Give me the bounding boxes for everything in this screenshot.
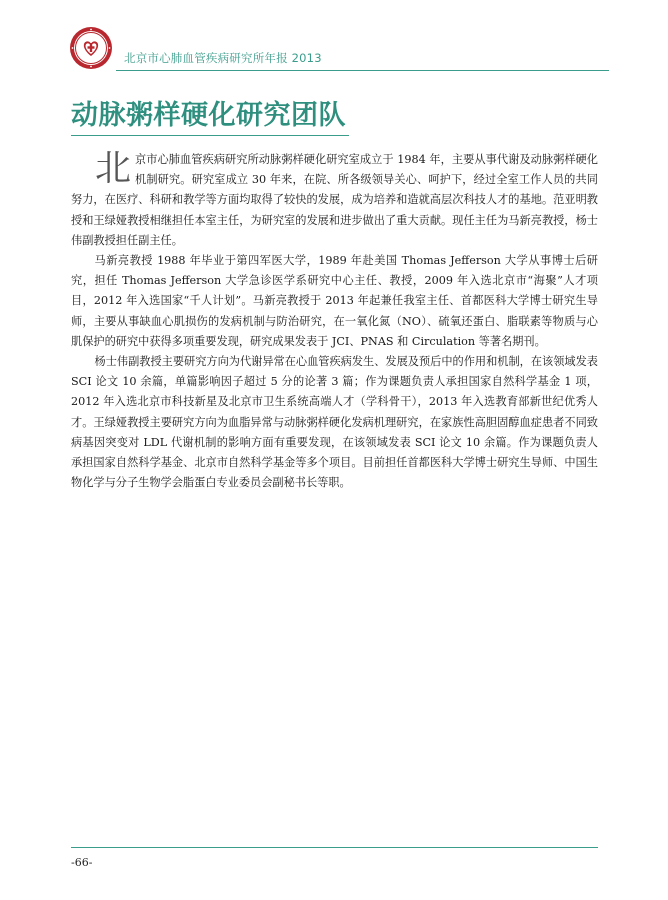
- drop-cap: 北: [95, 148, 132, 189]
- paragraph-1: [71, 150, 598, 251]
- page-title: 动脉粥样硬化研究团队: [71, 100, 346, 131]
- page-number: -66-: [71, 856, 93, 869]
- title-underline: [71, 135, 349, 136]
- header-divider: [116, 70, 609, 71]
- institute-seal-icon: [69, 26, 113, 70]
- paragraph-3: 杨士伟副教授主要研究方向为代谢异常在心血管疾病发生、发展及预后中的作用和机制，在该领域发表 SCI 论文 10 余篇，单篇影响因子超过 5 分的论著 3 篇；作为课题负责人承担国家自然科学基金 1 项，2012 年入选北京市科技新星及北京市卫生系统高端人才（学科骨干），2013 年入选教育部新世纪优秀人才。王绿娅教授主要研究方向为血脂异常与动脉粥样硬化发病机理研究，在家族性高胆固醇血症患者不同致病基因突变对 LDL 代谢机制的影响方面有重要发现，在该领域发表 SCI 论文 10 余篇。作为课题负责人承担国家自然科学基金、北京市自然科学基金等多个项目。目前担任首都医科大学博士研究生导师、中国生物化学与分子生物学会脂蛋白专业委员会副秘书长等职。: [71, 355, 598, 490]
- body-text: [71, 150, 598, 493]
- footer-divider: [71, 847, 598, 848]
- paragraph-2: 马新亮教授 1988 年毕业于第四军医大学，1989 年赴美国 Thomas Jefferson 大学从事博士后研究，担任 Thomas Jefferson 大学急诊医学系研究中心主任、教授，2009 年入选北京市“海聚”人才项目，2012 年入选国家“千人计划”。马新亮教授于 2013 年起兼任我室主任、首都医科大学博士研究生导师，主要从事缺血心肌损伤的发病机制与防治研究，在一氧化氮（NO）、硫氧还蛋白、脂联素等物质与心肌保护的研究中获得多项重要发现，研究成果发表于 JCI、PNAS 和 Circulation 等著名期刊。: [71, 254, 598, 348]
- paragraph-1-text: 京市心肺血管疾病研究所动脉粥样硬化研究室成立于 1984 年，主要从事代谢及动脉粥样硬化机制研究。研究室成立 30 年来，在院、所各级领导关心、呵护下，经过全室工作人员的共同努力，在医疗、科研和教学等方面均取得了较快的发展，成为培养和造就高层次科技人才的基地。范亚明教授和王绿娅教授相继担任本室主任，为研究室的发展和进步做出了重大贡献。现任主任为马新亮教授，杨士伟副教授担任副主任。: [71, 153, 598, 247]
- running-header: 北京市心肺血管疾病研究所年报 2013: [124, 51, 322, 65]
